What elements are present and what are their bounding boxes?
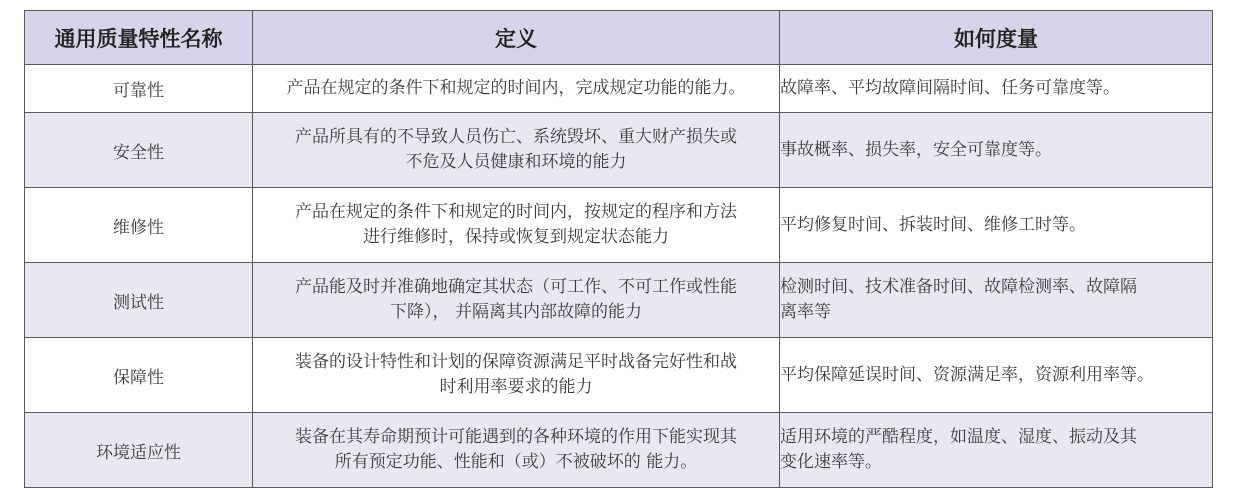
measure-line: 平均保障延误时间、资源满足率，资源利用率等。	[780, 364, 1154, 385]
row-name: 可靠性	[25, 65, 253, 113]
measure-line: 适用环境的严酷程度，如温度、湿度、振动及其	[780, 427, 1137, 447]
row-measure	[780, 263, 1213, 338]
definition-line: 产品所具有的不导致人员伤亡、系统毁坏、重大财产损失或	[295, 127, 737, 147]
row-measure	[780, 113, 1213, 188]
header-measure: 如何度量	[780, 11, 1213, 65]
row-measure	[780, 338, 1213, 413]
row-definition	[253, 263, 780, 338]
header-definition: 定义	[253, 11, 780, 65]
definition-line: 所有预定功能、性能和（或）不被破坏的 能力。	[334, 452, 698, 472]
row-definition	[253, 188, 780, 263]
definition-line: 装备的设计特性和计划的保障资源满足平时战备完好性和战	[295, 352, 737, 372]
quality-characteristics-table	[24, 10, 1213, 488]
row-definition	[253, 65, 780, 113]
definition-line: 产品在规定的条件下和规定的时间内，完成规定功能的能力。	[286, 78, 746, 98]
row-name: 测试性	[25, 263, 253, 338]
row-name: 保障性	[25, 338, 253, 413]
table-row	[25, 338, 1213, 413]
measure-line: 变化速率等。	[780, 452, 882, 472]
row-measure	[780, 413, 1213, 488]
measure-line: 离率等	[780, 302, 831, 322]
header-name: 通用质量特性名称	[25, 11, 253, 65]
definition-line: 不危及人员健康和环境的能力	[405, 152, 627, 172]
row-measure	[780, 65, 1213, 113]
measure-line: 检测时间、技术准备时间、故障检测率、故障隔	[780, 277, 1137, 297]
table-row	[25, 263, 1213, 338]
definition-line: 时利用率要求的能力	[439, 377, 593, 397]
table-header-row	[25, 11, 1213, 65]
table-row	[25, 65, 1213, 113]
row-definition	[253, 113, 780, 188]
table-row	[25, 413, 1213, 488]
row-name: 安全性	[25, 113, 253, 188]
table-row	[25, 113, 1213, 188]
row-measure	[780, 188, 1213, 263]
definition-line: 装备在其寿命期预计可能遇到的各种环境的作用下能实现其	[295, 427, 737, 447]
definition-line: 产品能及时并准确地确定其状态（可工作、不可工作或性能	[295, 277, 737, 297]
definition-line: 下降）， 并隔离其内部故障的能力	[390, 302, 642, 322]
row-name: 维修性	[25, 188, 253, 263]
measure-line: 平均修复时间、拆装时间、维修工时等。	[780, 214, 1086, 235]
definition-line: 进行维修时，保持或恢复到规定状态能力	[363, 227, 669, 247]
table-row	[25, 188, 1213, 263]
row-definition	[253, 413, 780, 488]
measure-line: 事故概率、损失率，安全可靠度等。	[780, 139, 1052, 160]
row-name: 环境适应性	[25, 413, 253, 488]
row-definition	[253, 338, 780, 413]
measure-line: 故障率、平均故障间隔时间、任务可靠度等。	[780, 78, 1120, 98]
definition-line: 产品在规定的条件下和规定的时间内，按规定的程序和方法	[295, 202, 737, 222]
